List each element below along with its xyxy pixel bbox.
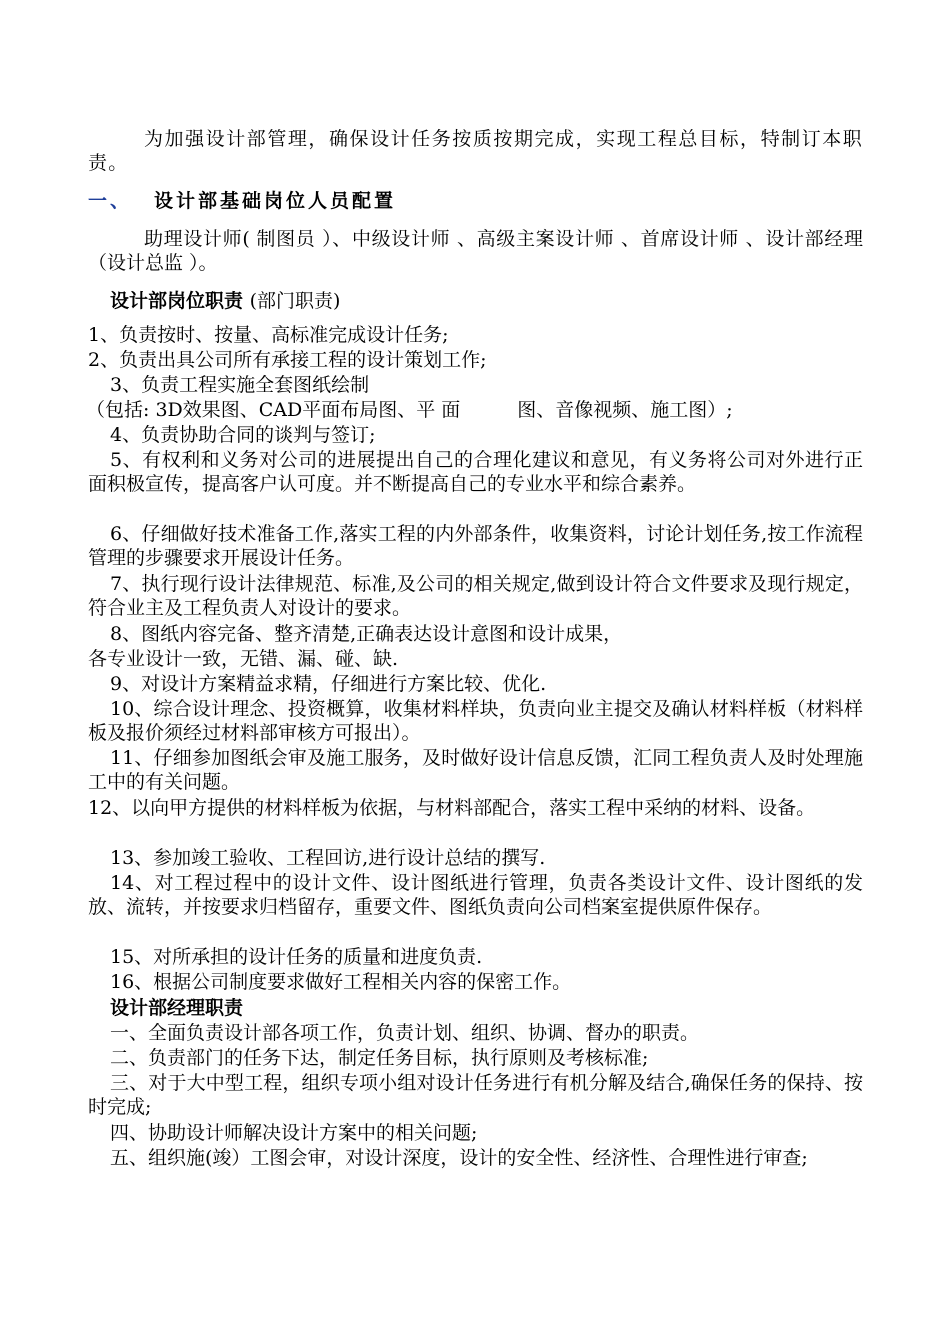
duty-item-2: 2、负责出具公司所有承接工程的设计策划工作;	[88, 349, 487, 371]
manager-item-1: 一、全面负责设计部各项工作，负责计划、组织、协调、督办的职责。	[110, 1022, 700, 1044]
dept-duties-title: 设计部岗位职责	[110, 290, 244, 312]
duty-item-4: 4、负责协助合同的谈判与签订;	[110, 424, 376, 446]
manager-duties-heading: 设计部经理职责	[110, 997, 244, 1019]
duty-item-3: 3、负责工程实施全套图纸绘制	[110, 374, 370, 396]
duty-item-14: 14、对工程过程中的设计文件、设计图纸进行管理，负责各类设计文件、设计图纸的发放、流转，并按要求归档留存，重要文件、图纸负责向公司档案室提供原件保存。	[88, 872, 863, 918]
manager-item-3: 三、对于大中型工程，组织专项小组对设计任务进行有机分解及结合,确保任务的保持、按时完成;	[88, 1072, 863, 1118]
intro-paragraph: 为加强设计部管理，确保设计任务按质按期完成，实现工程总目标，特制订本职责。	[88, 128, 863, 174]
section-1-heading	[88, 189, 863, 213]
duty-item-10: 10、综合设计理念、投资概算，收集材料样块，负责向业主提交及确认材料样板（材料样板及报价须经过材料部审核方可报出）。	[88, 698, 863, 744]
duty-item-1: 1、负责按时、按量、高标准完成设计任务;	[88, 324, 449, 346]
section-1-title: 设计部基础岗位人员配置	[154, 190, 397, 212]
duty-item-13: 13、参加竣工验收、工程回访,进行设计总结的撰写.	[110, 847, 546, 869]
manager-item-2: 二、负责部门的任务下达，制定任务目标，执行原则及考核标准;	[110, 1047, 649, 1069]
duty-item-9: 9、对设计方案精益求精，仔细进行方案比较、优化.	[110, 673, 547, 695]
section-1-number: 一、	[88, 190, 133, 212]
dept-duties-subtitle: (部门职责)	[249, 290, 341, 312]
duty-item-8: 8、图纸内容完备、整齐清楚,正确表达设计意图和设计成果，	[110, 623, 623, 645]
duty-item-5: 5、有权利和义务对公司的进展提出自己的合理化建议和意见，有义务将公司对外进行正面积极宣传，提高客户认可度。并不断提高自己的专业水平和综合素养。	[88, 449, 863, 495]
dept-duties-heading	[110, 289, 340, 313]
duty-item-16: 16、根据公司制度要求做好工程相关内容的保密工作。	[110, 971, 572, 993]
duty-item-12: 12、以向甲方提供的材料样板为依据，与材料部配合，落实工程中采纳的材料、设备。	[88, 797, 816, 819]
duty-item-15: 15、对所承担的设计任务的质量和进度负责.	[110, 946, 483, 968]
manager-item-4: 四、协助设计师解决设计方案中的相关问题;	[110, 1122, 478, 1144]
duty-item-6: 6、仔细做好技术准备工作,落实工程的内外部条件，收集资料，讨论计划任务,按工作流程管理的步骤要求开展设计任务。	[88, 523, 863, 569]
manager-item-5: 五、组织施(竣）工图会审，对设计深度，设计的安全性、经济性、合理性进行审查;	[110, 1147, 808, 1169]
duty-item-11: 11、仔细参加图纸会审及施工服务，及时做好设计信息反馈，汇同工程负责人及时处理施工中的有关问题。	[88, 747, 863, 793]
section-1-content: 助理设计师( 制图员 ）、中级设计师 、高级主案设计师 、首席设计师 、设计部经理（设计总监 ）。	[88, 228, 863, 274]
duty-item-3-detail: （包括: 3D效果图、CAD平面布局图、平 面 图、音像视频、施工图）;	[86, 399, 733, 421]
duty-item-7: 7、执行现行设计法律规范、标准,及公司的相关规定,做到设计符合文件要求及现行规定，符合业主及工程负责人对设计的要求。	[88, 573, 863, 619]
duty-item-8-cont: 各专业设计一致，无错、漏、碰、缺.	[88, 648, 399, 670]
